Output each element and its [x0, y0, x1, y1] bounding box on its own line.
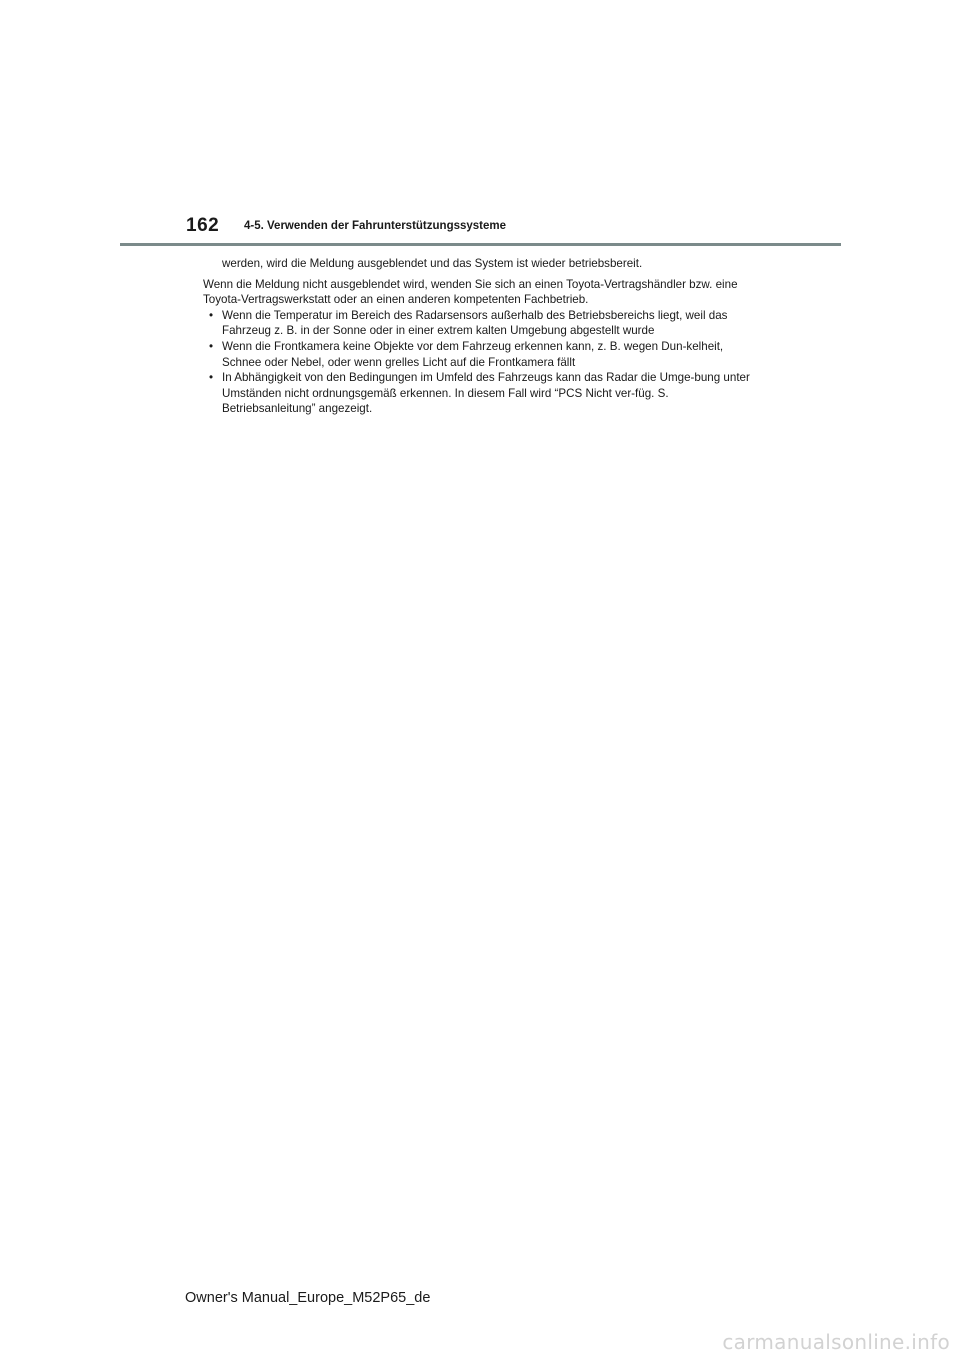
list-item-text: Wenn die Frontkamera keine Objekte vor dem Fahrzeug erkennen kann, z. B. wegen Dun-kelheit, Schnee oder Nebel, oder wenn grelles Licht auf die Frontkamera fällt [222, 339, 724, 369]
section-title: 4-5. Verwenden der Fahrunterstützungssysteme [244, 220, 507, 232]
bullet-icon: • [209, 339, 214, 353]
list-item-text: Wenn die Temperatur im Bereich des Radarsensors außerhalb des Betriebsbereichs liegt, weil das Fahrzeug z. B. in der Sonne oder in einer extrem kalten Umgebung abgestellt wurde [222, 308, 728, 338]
header-rule [120, 243, 841, 246]
bullet-icon: • [209, 371, 214, 385]
list-item-text: In Abhängigkeit von den Bedingungen im Umfeld des Fahrzeugs kann das Radar die Umge-bung unter Umständen nicht ordnungsgemäß erkennen. In diesem Fall wird “PCS Nicht ver-füg. S. Betriebsanleitung” angezeigt. [222, 371, 750, 416]
footer-manual-id: Owner's Manual_Europe_M52P65_de [185, 1290, 431, 1306]
page-number: 162 [186, 215, 220, 236]
list-item [203, 370, 763, 417]
bullet-icon: • [209, 308, 214, 322]
paragraph: Wenn die Meldung nicht ausgeblendet wird, wenden Sie sich an einen Toyota-Vertragshändler bzw. eine Toyota-Vertragswerkstatt oder an einen anderen kompetenten Fachbetrieb. [203, 277, 738, 307]
body-text [203, 256, 763, 417]
bullet-list [203, 308, 763, 417]
continued-line: werden, wird die Meldung ausgeblendet und das System ist wieder betriebsbereit. [222, 257, 643, 270]
list-item [203, 308, 763, 339]
list-item [203, 339, 763, 370]
watermark: carmanualsonline.info [722, 1330, 950, 1354]
